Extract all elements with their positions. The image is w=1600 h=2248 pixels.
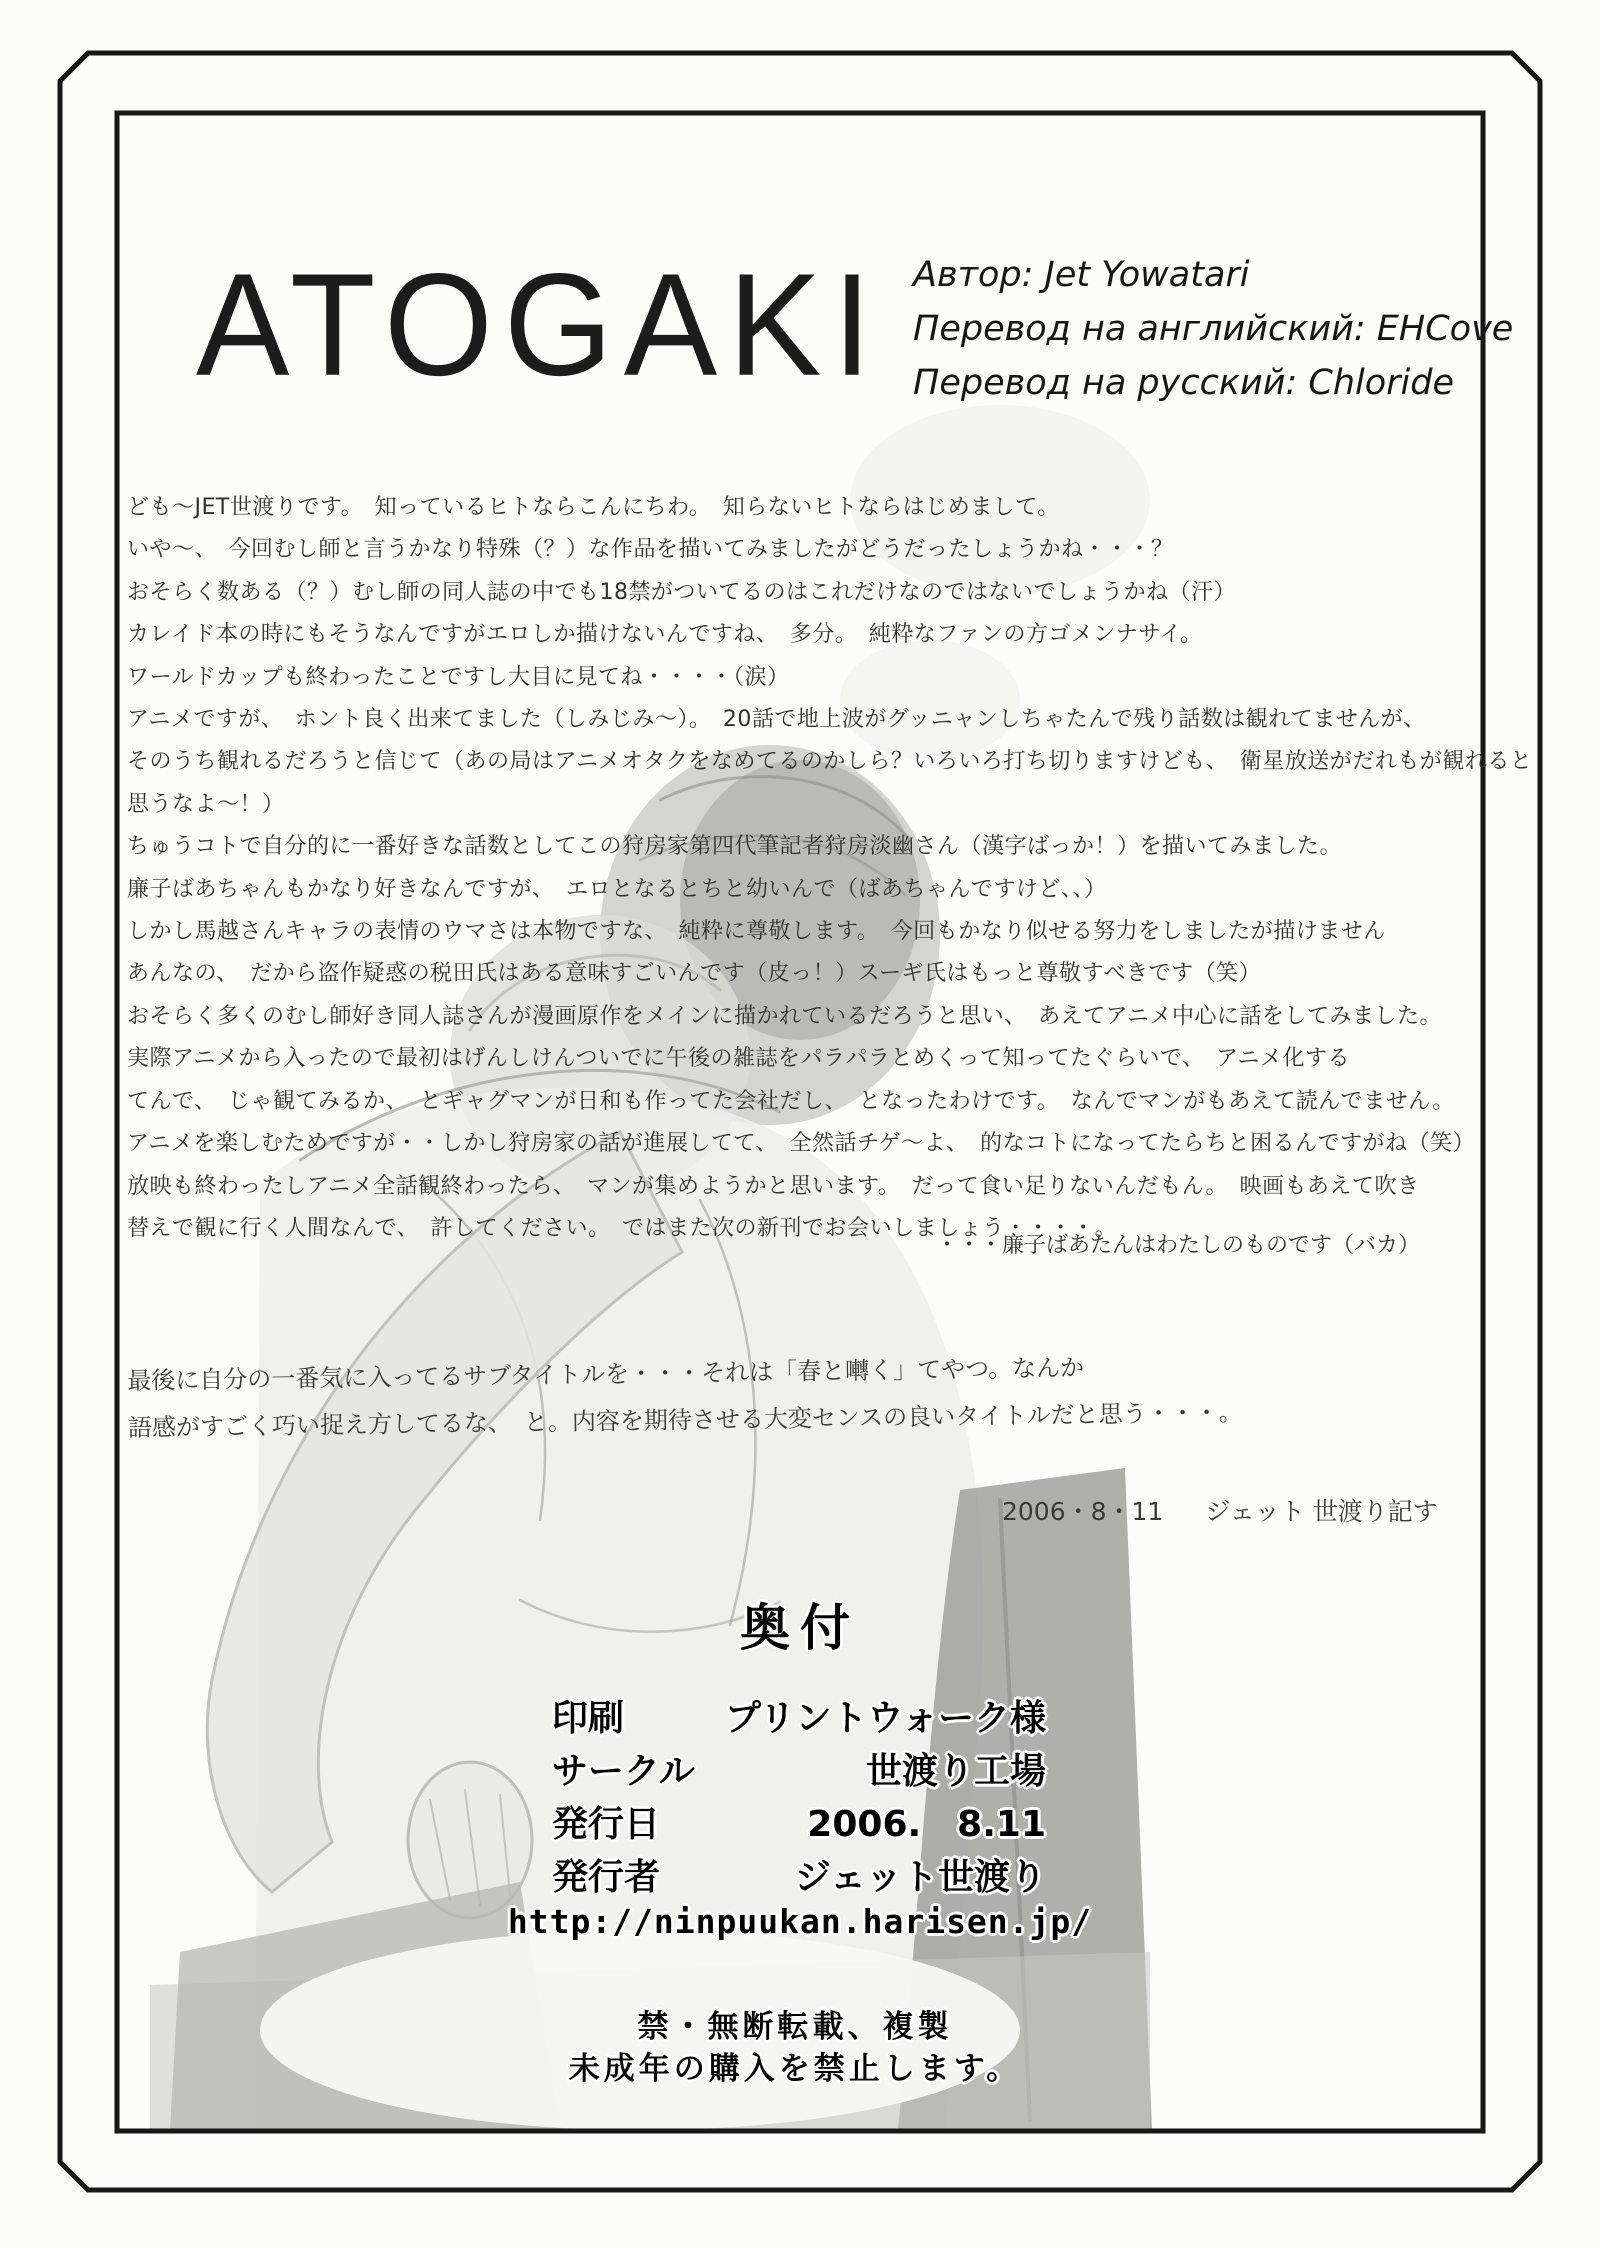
warning-line: 禁・無断転載、複製 xyxy=(637,2009,953,2045)
closing-line: 語感がすごく巧い捉え方してるな、 と。内容を期待させる大変センスの良いタイトルだと思う・・・。 xyxy=(127,1398,1243,1442)
author-signature: ジェット 世渡り記す xyxy=(1205,1497,1438,1526)
afterword-line: あんなの、 だから盗作疑惑の税田氏はある意味すごいんです（皮っ！）スーギ氏はもっと尊敬すべきです（笑） xyxy=(127,961,1262,987)
page-title: ATOGAKI xyxy=(196,242,883,406)
colophon-table xyxy=(552,1690,1046,1902)
colophon-value: 世渡り工場 xyxy=(865,1751,1046,1792)
colophon-row-publish-date xyxy=(552,1796,1046,1849)
credit-author: Автор: Jet Yowatari xyxy=(913,255,1250,295)
colophon-label: 発行者 xyxy=(552,1857,661,1898)
colophon-row-printer xyxy=(552,1690,1046,1743)
afterword-line: 思うなよ〜！） xyxy=(127,791,285,817)
afterword-line: カレイド本の時にもそうなんですがエロしか描けないんですね、 多分。 純粋なファンの方ゴメンナサイ。 xyxy=(127,622,1203,648)
afterword-line: ども〜JET世渡りです。 知っているヒトならこんにちわ。 知らないヒトならはじめまして。 xyxy=(127,495,1060,520)
colophon-heading: 奥付 xyxy=(740,1599,860,1657)
colophon-row-circle xyxy=(552,1743,1046,1796)
afterword-line: ワールドカップも終わったことですし大目に見てね・・・・（涙） xyxy=(127,664,790,690)
colophon-label: サークル xyxy=(552,1751,695,1792)
closing-line: 最後に自分の一番気に入ってるサブタイトルを・・・それは「春と囀く」てやつ。なんか xyxy=(127,1353,1085,1395)
afterword-line: アニメを楽しむためですが・・しかし狩房家の話が進展してて、 全然話チゲ〜よ、 的なコトになってたらちと困るんですがね（笑） xyxy=(127,1131,1476,1157)
translation-credits xyxy=(913,248,1513,410)
date-written: 2006・8・11 xyxy=(1002,1497,1164,1526)
afterword-line: おそらく多くのむし師好き同人誌さんが漫画原作をメインに描かれているだろうと思い、 あえてアニメ中心に話をしてみました。 xyxy=(127,1003,1442,1029)
afterword-line: アニメですが、 ホント良く出来てました（しみじみ〜）。 20話で地上波がグッニャンしちゃたんで残り話数は観れてませんが、 xyxy=(127,707,1426,733)
afterword-line: しかし馬越さんキャラの表情のウマさは本物ですな、 純粋に尊敬します。 今回もかなり似せる努力をしましたが描けません xyxy=(127,919,1386,945)
afterword-line: 実際アニメから入ったので最初はげんしけんついでに午後の雑誌をパラパラとめくって知ってたぐらいで、 アニメ化する xyxy=(127,1046,1350,1072)
credit-russian-translation: Перевод на русский: Chloride xyxy=(913,363,1455,403)
circle-website-url: http://ninpuukan.harisen.jp/ xyxy=(507,1902,1093,1941)
date-and-signature xyxy=(1002,1492,1438,1528)
subtitle-praise-note xyxy=(127,1342,1243,1452)
afterword-line: いや〜、 今回むし師と言うかなり特殊（？）な作品を描いてみましたがどうだったしょうかね・・・？ xyxy=(127,537,1174,563)
ownership-joke-note: ・・・廉子ばあたんはわたしのものです（バカ） xyxy=(935,1233,1420,1258)
colophon-label: 発行日 xyxy=(552,1804,661,1845)
afterword-line: 廉子ばあちゃんもかなり好きなんですが、 エロとなるとちと幼いんで（ばあちゃんですけど、、） xyxy=(127,876,1107,902)
reprint-warning xyxy=(0,2006,1590,2090)
afterword-line: ちゅうコトで自分的に一番好きな話数としてこの狩房家第四代筆記者狩房淡幽さん（漢字ばっか！）を描いてみました。 xyxy=(127,834,1343,860)
afterword-line: てんで、 じゃ観てみるか、 とギャグマンが日和も作ってた会社だし、 となったわけです。 なんでマンがもあえて読んでません。 xyxy=(127,1088,1455,1114)
afterword-text xyxy=(127,487,1533,1250)
afterword-line: 替えで観に行く人間なんで、 許してください。 ではまた次の新刊でお会いしましょう・・・・。 xyxy=(127,1215,1118,1241)
colophon-value: プリントウォーク様 xyxy=(724,1698,1046,1739)
colophon-label: 印刷 xyxy=(552,1698,625,1739)
afterword-line: そのうち観れるだろうと信じて（あの局はアニメオタクをなめてるのかしら？いろいろ打ち切りますけども、 衛星放送がだれもが観れると xyxy=(127,749,1533,775)
colophon-value: ジェット世渡り xyxy=(794,1857,1046,1898)
colophon-row-publisher xyxy=(552,1849,1046,1902)
credit-english-translation: Перевод на английский: EHCove xyxy=(913,309,1514,349)
colophon-value: 2006. 8.11 xyxy=(807,1804,1046,1845)
afterword-line: おそらく数ある（？）むし師の同人誌の中でも18禁がついてるのはこれだけなのではないでしょうかね（汗） xyxy=(127,579,1236,605)
afterword-line: 放映も終わったしアニメ全話観終わったら、 マンが集めようかと思います。 だって食い足りないんだもん。 映画もあえて吹き xyxy=(127,1173,1420,1199)
warning-line: 未成年の購入を禁止します。 xyxy=(568,2051,1022,2087)
